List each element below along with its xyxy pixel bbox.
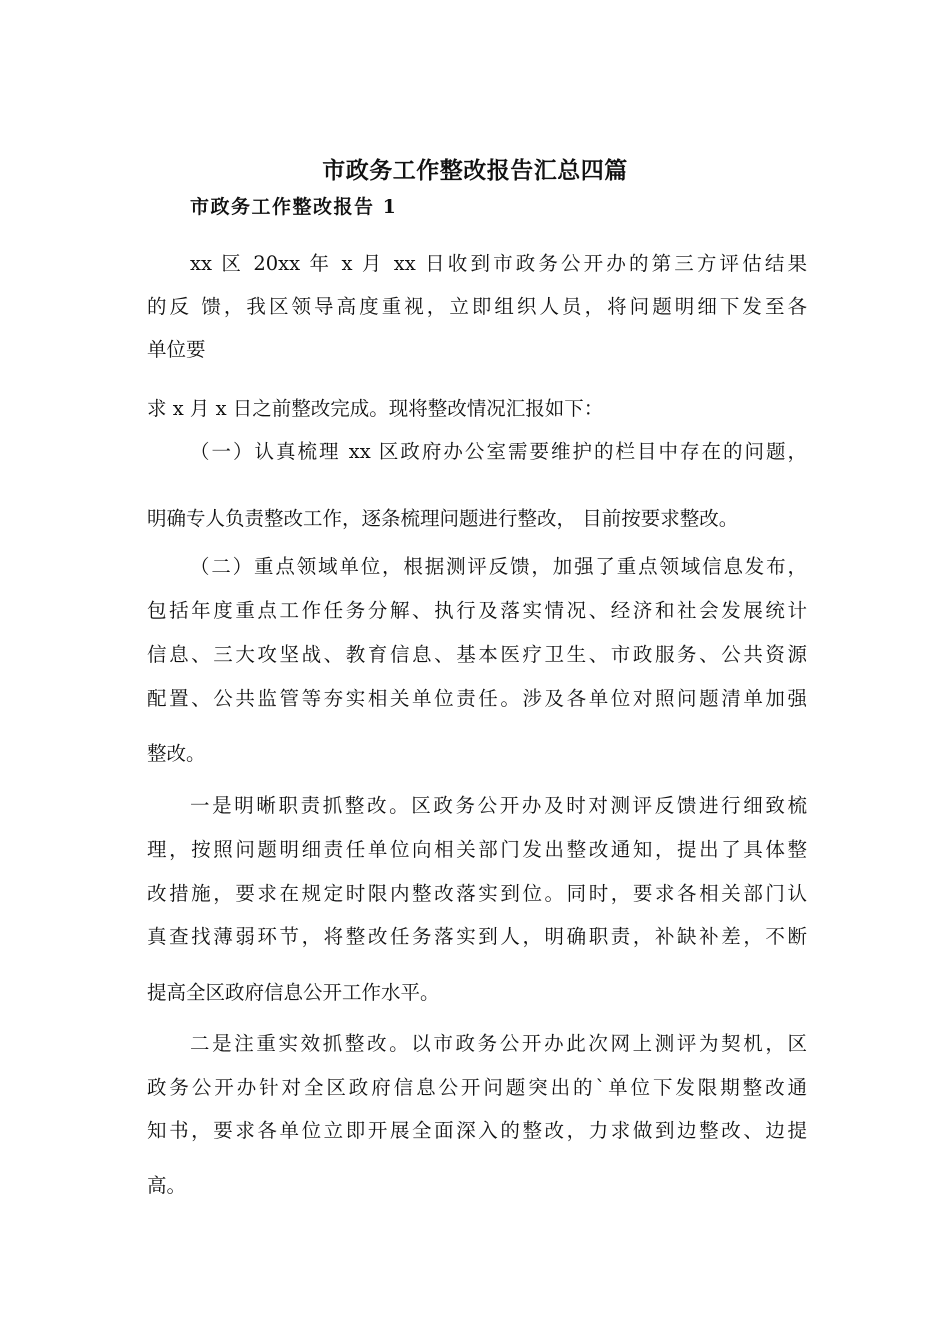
paragraph-line: 理，按照问题明细责任单位向相关部门发出整改通知，提出了具体整	[147, 838, 807, 861]
paragraph-line: 改措施，要求在规定时限内整改落实到位。同时，要求各相关部门认	[147, 882, 807, 905]
paragraph-line: 的反 馈，我区领导高度重视，立即组织人员，将问题明细下发至各	[147, 295, 807, 318]
document-title: 市政务工作整改报告汇总四篇	[322, 158, 628, 184]
paragraph-line: xx 区 20xx 年 x 月 xx 日收到市政务公开办的第三方评估结果	[190, 252, 807, 275]
paragraph-line: 提高全区政府信息公开工作水平。	[147, 981, 440, 1004]
paragraph-line: （二）重点领域单位，根据测评反馈，加强了重点领域信息发布，	[190, 555, 807, 578]
section-heading: 市政务工作整改报告 1	[190, 196, 398, 218]
paragraph-line: 明确专人负责整改工作，逐条梳理问题进行整改， 目前按要求整改。	[147, 507, 739, 530]
paragraph-line: 高。	[147, 1174, 187, 1197]
paragraph-line: 一是明晰职责抓整改。区政务公开办及时对测评反馈进行细致梳	[190, 794, 807, 817]
paragraph-line: 单位要	[147, 338, 206, 361]
paragraph-line: 配置、公共监管等夯实相关单位责任。涉及各单位对照问题清单加强	[147, 687, 807, 710]
paragraph-line: 真查找薄弱环节，将整改任务落实到人，明确职责，补缺补差，不断	[147, 925, 807, 948]
paragraph-line: （一）认真梳理 xx 区政府办公室需要维护的栏目中存在的问题，	[190, 440, 807, 463]
paragraph-line: 信息、三大攻坚战、教育信息、基本医疗卫生、市政服务、公共资源	[147, 643, 807, 666]
paragraph-line: 政务公开办针对全区政府信息公开问题突出的`单位下发限期整改通	[147, 1076, 807, 1099]
paragraph-line: 知书，要求各单位立即开展全面深入的整改，力求做到边整改、边提	[147, 1119, 807, 1142]
paragraph-line: 整改。	[147, 742, 206, 765]
paragraph-line: 包括年度重点工作任务分解、执行及落实情况、经济和社会发展统计	[147, 599, 807, 622]
paragraph-line: 求 x 月 x 日之前整改完成。现将整改情况汇报如下：	[147, 397, 604, 420]
paragraph-line: 二是注重实效抓整改。以市政务公开办此次网上测评为契机，区	[190, 1032, 807, 1055]
